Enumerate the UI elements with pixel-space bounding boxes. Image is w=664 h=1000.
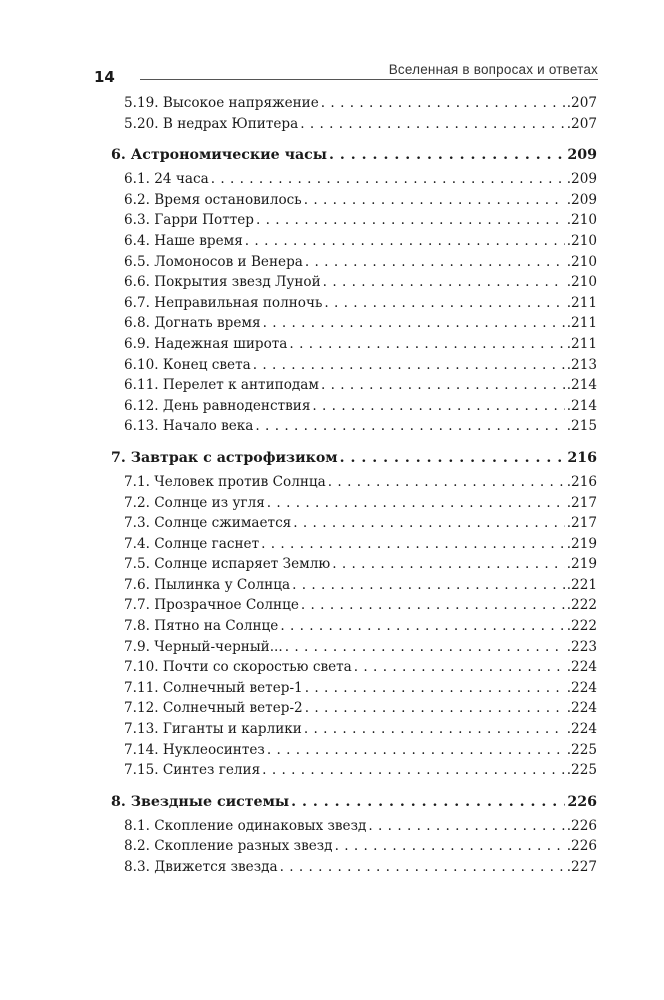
dot-leader [293,513,564,534]
toc-entry-page: .210 [566,253,597,270]
toc-entry-page: .207 [566,95,597,111]
dot-leader [304,719,565,740]
toc-entry-page: .210 [566,232,597,249]
dot-leader [262,760,565,781]
dot-leader [312,396,564,417]
toc-entry-page: .209 [566,171,597,188]
dot-leader [328,472,565,493]
toc-entry-title: 7.2. Солнце из угля [124,494,265,511]
toc-entry-title: 6.5. Ломоносов и Венера [124,253,303,270]
dot-leader [253,355,565,376]
toc-entry-page: .207 [566,115,597,132]
toc-entry-page: .225 [566,762,597,779]
toc-entry [111,816,597,837]
toc-entry-title: 5.20. В недрах Юпитера [124,115,299,132]
dot-leader [289,334,564,355]
toc-entry-page: .210 [566,212,597,229]
toc-entry [111,334,597,355]
toc-entry-page: .214 [566,377,597,394]
toc-entry-title: 6.7. Неправильная полночь [124,294,323,311]
dot-leader [280,857,565,878]
dot-leader [285,637,565,658]
page-number: 14 [94,68,115,86]
toc-entry [111,513,597,534]
toc-entry [111,637,597,658]
toc-entry-title: 8.3. Движется звезда [124,859,278,875]
toc-entry [111,534,597,555]
toc-entry-page: .211 [566,315,597,332]
toc-entry-title: 7.12. Солнечный ветер-2 [124,700,303,717]
toc-entry-page: .216 [566,473,597,490]
toc-entry [111,416,597,437]
toc-entry-page: .223 [566,638,597,655]
toc-entry [111,616,597,637]
toc-entry-page: .224 [566,659,597,676]
toc-entry [111,313,597,334]
toc-entry-page: .211 [566,294,597,311]
toc-entry-title: 6.2. Время остановилось [124,191,302,208]
dot-leader [211,169,565,190]
toc-entry [111,678,597,699]
dot-leader [332,554,565,575]
dot-leader [324,293,564,314]
dot-leader [263,313,565,334]
toc-entry-page: .226 [566,817,597,834]
toc-entry [111,210,597,231]
toc-entry [111,472,597,493]
toc-entry-title: 6.12. День равноденствия [124,397,311,414]
dot-leader [340,444,566,472]
toc-entry-title: 7.1. Человек против Солнца [124,473,326,490]
dot-leader [305,698,565,719]
dot-leader [267,493,565,514]
toc-entry-title: 7.6. Пылинка у Солнца [124,576,291,593]
toc-entry [111,657,597,678]
toc-entry [111,252,597,273]
toc-entry-title: 6.3. Гарри Поттер [124,212,254,229]
toc-entry [111,554,597,575]
toc-entry-page: .213 [566,356,597,373]
dot-leader [255,416,564,437]
toc-entry-title: 7.15. Синтез гелия [124,762,261,779]
toc-entry-page: .227 [566,859,597,875]
toc-entry-page: .215 [566,418,597,435]
toc-entry-title: 6. Астрономические часы [111,147,328,164]
toc-entry-title: 7.11. Солнечный ветер-1 [124,679,303,696]
toc-section [111,444,597,472]
dot-leader [305,678,565,699]
toc-entry-title: 7.13. Гиганты и карлики [124,721,302,738]
toc-entry-title: 6.4. Наше время [124,232,243,249]
dot-leader [368,816,564,837]
dot-leader [304,190,565,211]
toc-entry-page: 216 [567,449,597,466]
toc-entry-page: .217 [566,515,597,532]
toc-entry [111,719,597,740]
toc-entry-title: 6.10. Конец света [124,356,251,373]
toc-entry-title: 7. Завтрак с астрофизиком [111,449,338,466]
toc-entry-page: .222 [566,618,597,635]
toc-entry-page: .209 [566,191,597,208]
toc-entry-page: .214 [566,397,597,414]
dot-leader [329,141,565,169]
toc-entry [111,190,597,211]
dot-leader [305,252,565,273]
toc-entry-page: .226 [566,838,597,855]
toc-entry [111,114,597,135]
dot-leader [323,272,565,293]
toc-entry-title: 7.14. Нуклеосинтез [124,741,265,758]
toc-entry [111,272,597,293]
toc-entry [111,355,597,376]
toc-entry-page: .222 [566,597,597,614]
running-title: Вселенная в вопросах и ответах [388,62,598,77]
toc-entry-title: 6.8. Догнать время [124,315,261,332]
toc-entry [111,575,597,596]
dot-leader [321,93,565,114]
toc-entry [111,740,597,761]
dot-leader [321,375,565,396]
toc-entry-title: 6.13. Начало века [124,418,254,435]
toc-entry-title: 5.19. Высокое напряжение [124,95,319,111]
dot-leader [301,595,565,616]
dot-leader [280,616,564,637]
toc-entry-page: .219 [566,556,597,573]
toc-entry [111,169,597,190]
toc-entry [111,493,597,514]
dot-leader [292,575,565,596]
toc-entry-title: 6.11. Перелет к антиподам [124,377,319,394]
toc-entry-title: 7.9. Черный-черный... [124,638,283,655]
toc-entry-title: 7.10. Почти со скоростью света [124,659,352,676]
toc-entry-page: .224 [566,721,597,738]
toc-entry-page: .224 [566,679,597,696]
toc-entry-page: .211 [566,335,597,352]
toc-entry-title: 7.3. Солнце сжимается [124,515,292,532]
toc-entry-page: .210 [566,274,597,291]
dot-leader [267,740,565,761]
table-of-contents [111,93,597,878]
dot-leader [354,657,565,678]
toc-entry-page: .225 [566,741,597,758]
toc-entry-page: .224 [566,700,597,717]
toc-section [111,141,597,169]
toc-entry [111,836,597,857]
toc-entry-title: 8.1. Скопление одинаковых звезд [124,817,367,834]
toc-entry-title: 6.9. Надежная широта [124,335,288,352]
toc-entry [111,760,597,781]
toc-entry-title: 8. Звездные системы [111,793,290,810]
header-rule [140,79,598,80]
dot-leader [300,114,565,135]
dot-leader [245,231,565,252]
toc-entry-page: .221 [566,576,597,593]
dot-leader [261,534,565,555]
toc-entry-title: 7.7. Прозрачное Солнце [124,597,299,614]
toc-entry-title: 6.1. 24 часа [124,171,209,188]
toc-entry-title: 8.2. Скопление разных звезд [124,838,333,855]
toc-entry-title: 7.5. Солнце испаряет Землю [124,556,331,573]
toc-entry-page: .219 [566,535,597,552]
toc-entry-title: 7.4. Солнце гаснет [124,535,260,552]
dot-leader [256,210,565,231]
toc-entry [111,231,597,252]
toc-entry-page: .217 [566,494,597,511]
toc-entry-title: 6.6. Покрытия звезд Луной [124,274,321,291]
toc-entry-page: 209 [567,147,597,164]
toc-entry-title: 7.8. Пятно на Солнце [124,618,279,635]
toc-entry [111,396,597,417]
dot-leader [335,836,565,857]
toc-entry [111,375,597,396]
toc-entry [111,595,597,616]
dot-leader [291,788,565,816]
toc-entry [111,93,597,114]
toc-entry [111,698,597,719]
toc-section [111,788,597,816]
toc-entry [111,857,597,878]
toc-entry-page: 226 [567,793,597,810]
toc-entry [111,293,597,314]
